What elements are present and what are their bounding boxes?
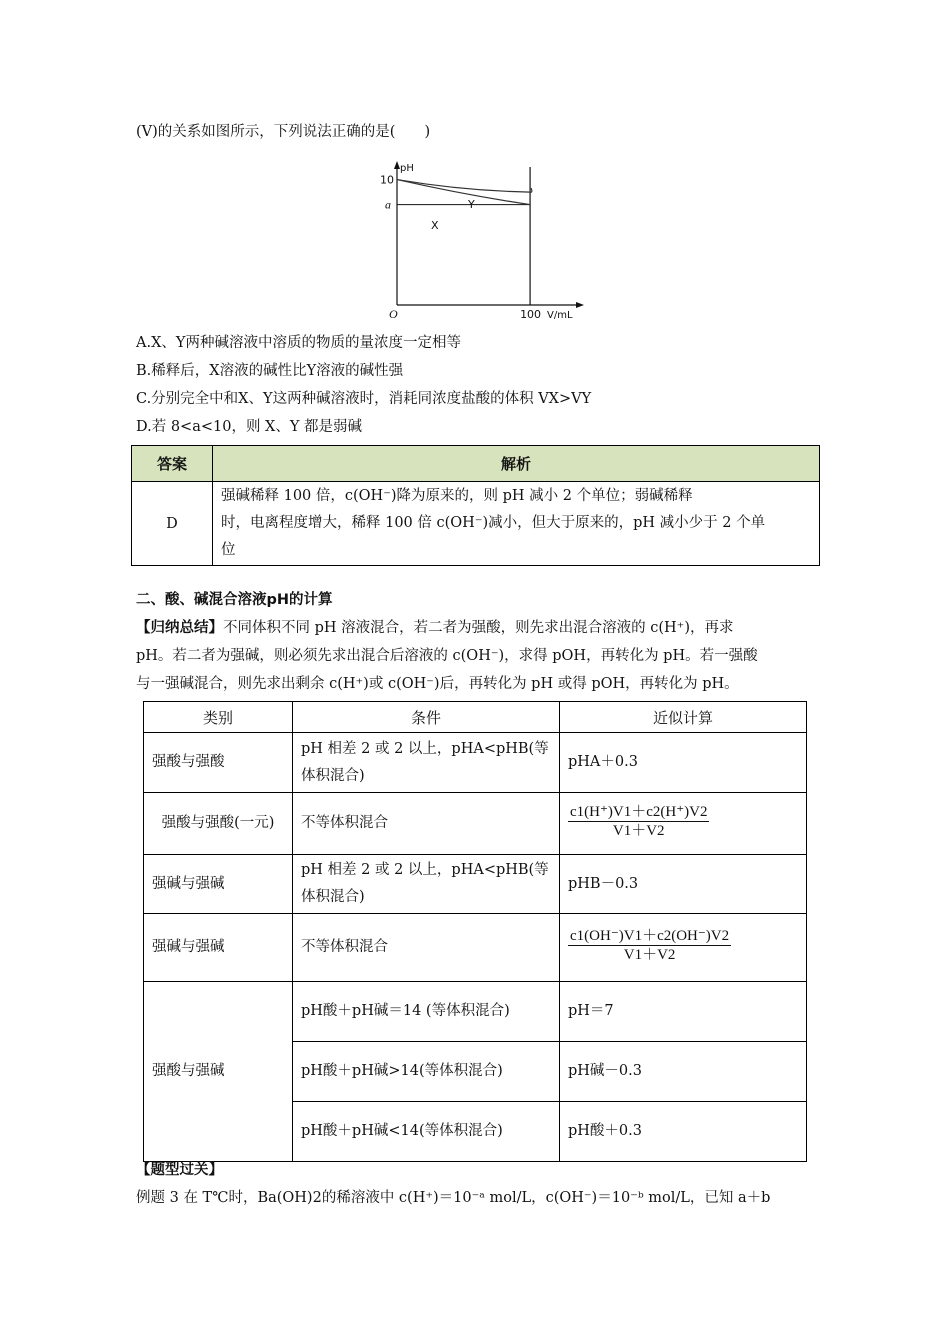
row-condition: pH 相差 2 或 2 以上，pHA<pHB(等体积混合) [293, 733, 560, 793]
header-category: 类别 [144, 702, 293, 733]
formula-numerator: c1(OH⁻)V1＋c2(OH⁻)V2 [570, 927, 730, 944]
analysis-line: 强碱稀释 100 倍，c(OH⁻)降为原来的，则 pH 减小 2 个单位；弱碱稀释 [221, 488, 693, 504]
y-tick-label: 10 [380, 173, 394, 187]
table-row [144, 855, 807, 914]
series-y-curve [397, 180, 530, 193]
option-b: B.稀释后，X溶液的碱性比Y溶液的碱性强 [136, 363, 404, 379]
header-condition: 条件 [293, 702, 560, 733]
summary-line-3: 与一强碱混合，则先求出剩余 c(H⁺)或 c(OH⁻)后，再转化为 pH 或得 pOH，再转化为 pH。 [136, 676, 739, 692]
row-condition: pH酸＋pH碱>14(等体积混合) [293, 1042, 560, 1102]
formula-numerator: c1(H⁺)V1＋c2(H⁺)V2 [570, 803, 708, 820]
section-title: 二、酸、碱混合溶液pH的计算 [136, 592, 333, 608]
row-category: 强酸与强酸(一元) [144, 793, 293, 855]
table-row [144, 733, 807, 793]
answer-header: 答案 [132, 446, 213, 482]
formula-denominator: V1＋V2 [623, 946, 676, 963]
option-c: C.分别完全中和X、Y这两种碱溶液时，消耗同浓度盐酸的体积 VX>VY [136, 391, 592, 407]
option-a: A.X、Y两种碱溶液中溶质的物质的量浓度一定相等 [136, 335, 461, 351]
practice-label: 【题型过关】 [136, 1162, 223, 1178]
row-category: 强酸与强碱 [144, 982, 293, 1162]
row-condition: pH 相差 2 或 2 以上，pHA<pHB(等体积混合) [293, 855, 560, 914]
answer-table [131, 445, 820, 566]
formula-denominator: V1＋V2 [612, 822, 665, 839]
summary-text: 不同体积不同 pH 溶液混合，若二者为强酸，则先求出混合溶液的 c(H⁺)，再求 [223, 620, 734, 636]
row-condition: 不等体积混合 [293, 914, 560, 982]
header-calc: 近似计算 [560, 702, 807, 733]
chart-series [397, 180, 532, 205]
series-label-y: Y [468, 198, 475, 211]
row-condition: pH酸＋pH碱<14(等体积混合) [293, 1102, 560, 1162]
example-3: 例题 3 在 T℃时，Ba(OH)2的稀溶液中 c(H⁺)＝10⁻ᵃ mol/L，c(OH⁻)＝10⁻ᵇ mol/L，已知 a＋b [136, 1190, 771, 1206]
row-calc: pHA＋0.3 [560, 733, 807, 793]
x-axis-label: V/mL [547, 310, 573, 321]
summary-label: 【归纳总结】 [136, 620, 223, 636]
row-condition: pH酸＋pH碱＝14 (等体积混合) [293, 982, 560, 1042]
summary-line-1 [136, 618, 734, 638]
analysis-line: 时，电离程度增大，稀释 100 倍 c(OH⁻)减小，但大于原来的，pH 减小少于 2 个单 [221, 515, 766, 531]
row-category: 强碱与强碱 [144, 914, 293, 982]
question-stem: (V)的关系如图所示，下列说法正确的是( ) [136, 124, 431, 140]
row-calc: pHB－0.3 [560, 855, 807, 914]
table-row [144, 914, 807, 982]
summary-line-2: pH。若二者为强碱，则必须先求出混合后溶液的 c(OH⁻)，求得 pOH，再转化为 pH。若一强酸 [136, 648, 758, 664]
row-condition: 不等体积混合 [293, 793, 560, 855]
row-category: 强酸与强酸 [144, 733, 293, 793]
row-calc: pH＝7 [560, 982, 807, 1042]
acid-mix-formula [568, 803, 709, 840]
origin-label: O [389, 307, 398, 321]
chart-guides [397, 167, 530, 305]
table-row [144, 982, 807, 1042]
x-tick-label: 100 [520, 308, 542, 321]
answer-value: D [132, 482, 213, 566]
y-axis-label: pH [400, 163, 414, 174]
row-calc: pH酸＋0.3 [560, 1102, 807, 1162]
row-calc [560, 914, 807, 982]
x-axis-arrow [576, 302, 584, 308]
option-d: D.若 8<a<10，则 X、Y 都是弱碱 [136, 419, 363, 435]
analysis-text [213, 482, 820, 566]
analysis-line: 位 [221, 542, 236, 558]
row-category: 强碱与强碱 [144, 855, 293, 914]
mixing-table [143, 701, 807, 1162]
y-tick-label: a [385, 197, 391, 212]
series-label-x: X [431, 219, 439, 232]
ph-dilution-chart [370, 155, 590, 325]
analysis-header: 解析 [213, 446, 820, 482]
row-calc [560, 793, 807, 855]
row-calc: pH碱－0.3 [560, 1042, 807, 1102]
table-row [144, 793, 807, 855]
chart-labels [380, 163, 573, 321]
base-mix-formula [568, 927, 731, 964]
